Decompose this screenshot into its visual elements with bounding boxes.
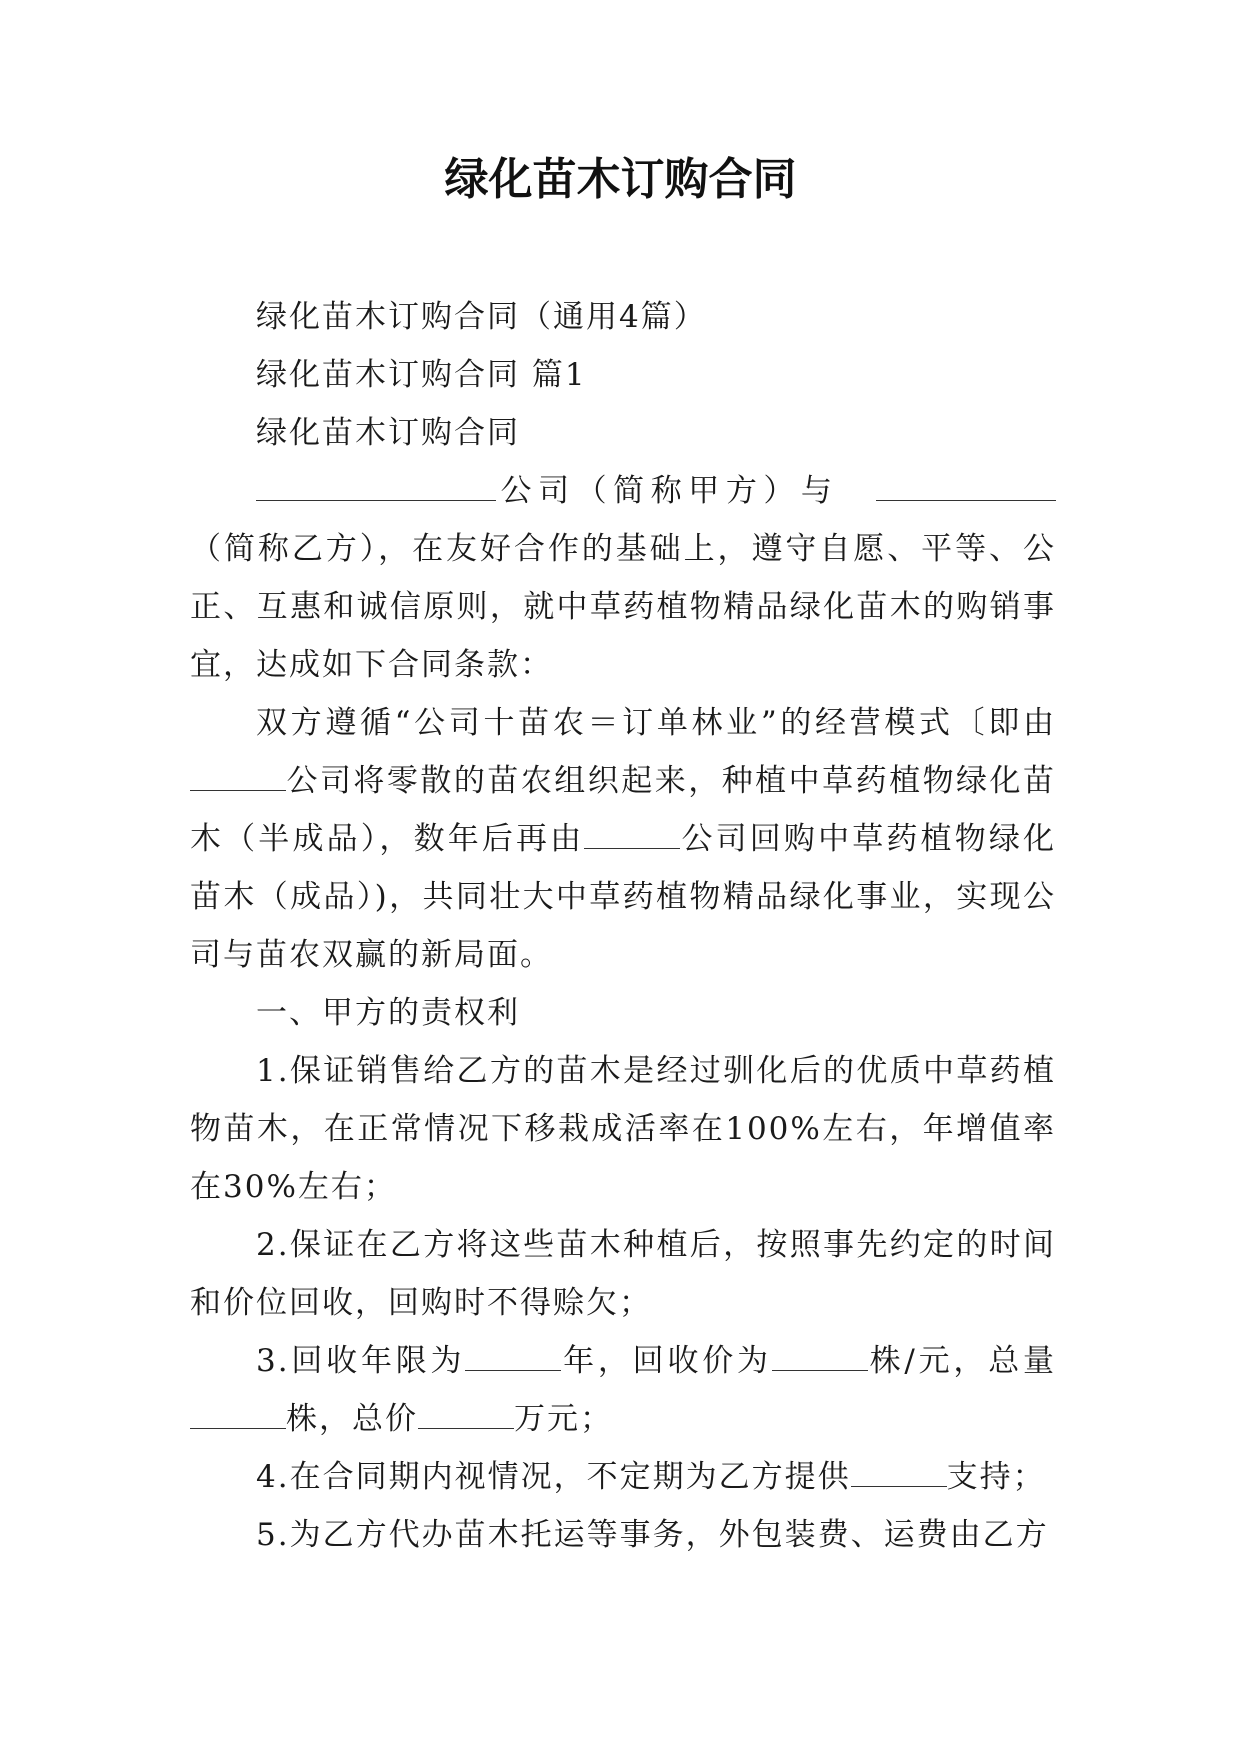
clause-2: 2.保证在乙方将这些苗木种植后，按照事先约定的时间和价位回收，回购时不得赊欠；	[190, 1227, 1056, 1321]
contract-name-line: 绿化苗木订购合同	[256, 415, 520, 451]
model-paragraph: 双方遵循“公司十苗农＝订单林业”的经营模式〔即由公司将零散的苗农组织起来，种植中草药植物绿化苗木（半成品），数年后再由 公司回购中草药植物绿化苗木（成品）)，共同壮大中草药植物精品绿化事业，实现公司与苗农双赢的新局面。	[190, 705, 1057, 973]
clause-5: 5.为乙方代办苗木托运等事务，外包装费、运费由乙方	[256, 1517, 1049, 1553]
section-heading: 绿化苗木订购合同 篇1	[256, 357, 587, 393]
clause-1: 1.保证销售给乙方的苗木是经过驯化后的优质中草药植物苗木，在正常情况下移栽成活率在100%左右，年增值率在30%左右；	[190, 1053, 1056, 1205]
party-b-blank	[876, 466, 1056, 501]
company-blank-1	[190, 756, 286, 791]
support-blank	[851, 1452, 947, 1487]
party-a-blank	[256, 466, 496, 501]
price-blank	[772, 1336, 868, 1371]
section-heading-party-a: 一、甲方的责权利	[256, 995, 520, 1031]
intro-paragraph: 公司（简称甲方）与 （简称乙方），在友好合作的基础上，遵守自愿、平等、公正、互惠和诚信原则，就中草药植物精品绿化苗木的购销事宜，达成如下合同条款：	[190, 462, 1056, 694]
document-body	[190, 288, 1056, 1564]
years-blank	[465, 1336, 561, 1371]
subtitle-line: 绿化苗木订购合同（通用4篇）	[256, 299, 707, 335]
document-title: 绿化苗木订购合同	[444, 154, 797, 205]
clause-4: 4.在合同期内视情况，不定期为乙方提供 支持；	[190, 1448, 1056, 1506]
clause-3: 3.回收年限为 年，回收价为 株/元，总量株，总价 万元；	[190, 1332, 1056, 1448]
company-blank-2	[584, 814, 680, 849]
quantity-blank	[190, 1394, 286, 1429]
total-price-blank	[418, 1394, 514, 1429]
